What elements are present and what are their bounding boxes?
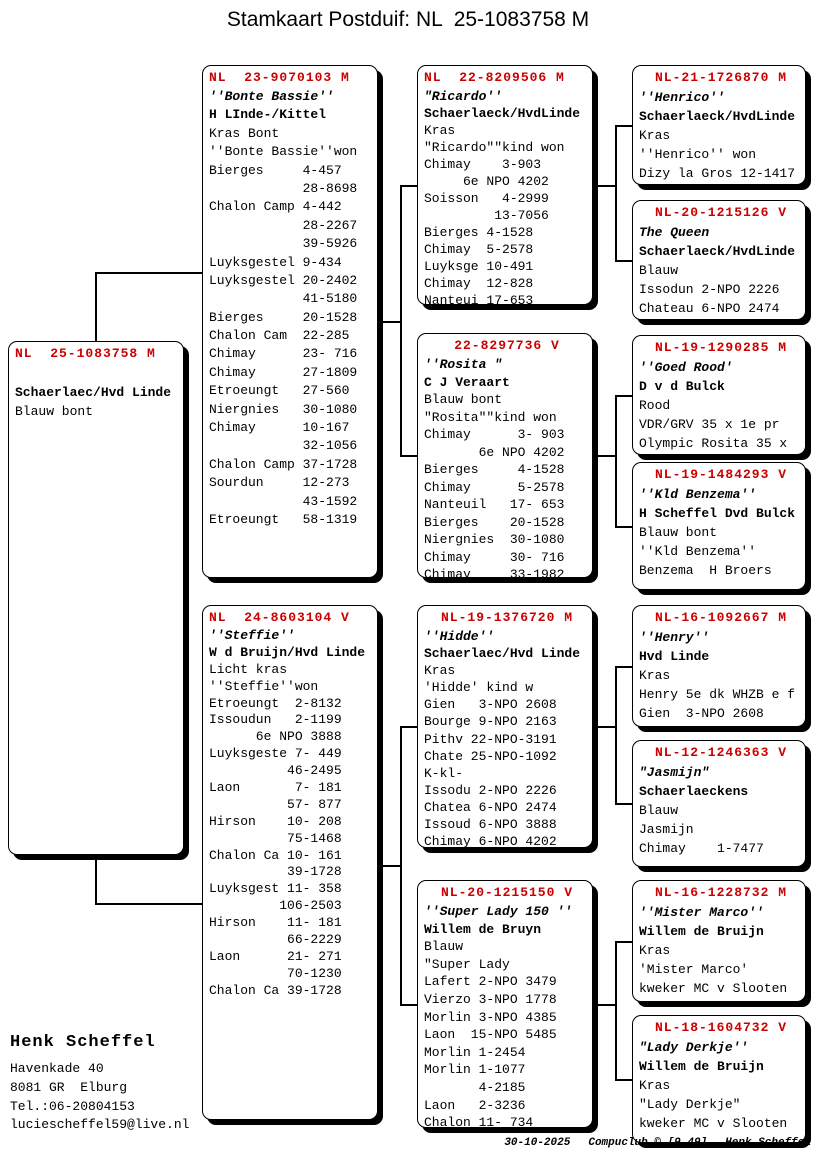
pedigree-line: "Ricardo'' [424,89,503,104]
pedigree-line: Blauw [639,263,679,278]
pedigree-line: Chimay 1-7477 [639,841,764,856]
pedigree-line: Vierzo 3-NPO 1778 [424,991,557,1007]
pedigree-line: Hvd Linde [639,649,710,664]
pedigree-line: 39-5926 [209,236,358,252]
connector-line [615,941,617,1079]
pedigree-line: ''Super Lady 150 '' [424,904,573,919]
pedigree-line: Luyksgestel 9-434 [209,254,342,270]
pedigree-line: "Rosita""kind won [424,409,557,425]
pedigree-box-gg1 [632,65,806,185]
connector-line [400,455,417,457]
footer-date: 30-10-2025 [504,1137,571,1149]
pedigree-line: Willem de Bruyn [424,921,542,937]
connector-line [95,903,202,905]
pedigree-line: Luyksgestel 20-2402 [209,272,358,288]
ring-number: NL-20-1215126 V [654,205,788,220]
pedigree-line: Dizy la Gros 12-1417 [639,166,796,181]
pedigree-line: "Jasmijn" [639,765,710,780]
pedigree-line: Kras [424,123,456,138]
pedigree-line: 75-1468 [209,830,342,846]
pedigree-box-gg7 [632,880,806,1002]
footer [504,1137,811,1149]
pedigree-line: ''Bonte Bassie''won [209,144,358,160]
pedigree-line: 57- 877 [209,796,342,812]
connector-line [615,395,632,397]
pedigree-line: 70-1230 [209,965,342,981]
pedigree-line: C J Veraart [424,374,510,390]
breeder-name: Henk Scheffel [10,1033,156,1052]
connector-line [615,526,632,528]
pedigree-line: Chalon 11- 734 [424,1115,534,1131]
ring-number: NL 22-8209506 M [424,70,565,85]
connector-line [615,395,617,526]
pedigree-line: ''Steffie'' [209,628,295,643]
pedigree-box-gg5 [632,605,806,727]
connector-line [593,185,615,187]
connector-line [615,803,632,805]
pedigree-line: Blauw bont [424,392,503,407]
page-title: Stamkaart Postduif: NL 25-1083758 M [226,8,590,31]
pedigree-box-gg2 [632,200,806,320]
breeder-phone: Tel.:06-20804153 [10,1099,135,1115]
pedigree-line: Luyksgest 11- 358 [209,881,342,897]
pedigree-line: Issodun 2-NPO 2226 [639,282,780,297]
pedigree-line: Blauw bont [639,525,718,540]
pedigree-line: Gien 3-NPO 2608 [424,697,557,713]
pedigree-line: 46-2495 [209,763,342,779]
pedigree-line: Morlin 1-2454 [424,1044,526,1060]
pedigree-line: ''Kld Benzema'' [639,544,757,559]
connector-line [400,185,417,187]
pedigree-line: kweker MC v Slooten [639,981,788,996]
pedigree-line: Chate 25-NPO-1092 [424,748,557,764]
ring-number: NL-19-1376720 M [440,610,574,625]
connector-line [95,272,97,341]
pedigree-line: Licht kras [209,661,288,677]
pedigree-line: Chimay 6-NPO 4202 [424,834,557,850]
pedigree-line: ''Henry'' [639,630,710,645]
pedigree-line: K-kl- [424,765,464,781]
pedigree-line: 28-2267 [209,217,358,233]
ring-number: NL-18-1604732 V [654,1020,788,1035]
pedigree-line: Laon 2-3236 [424,1097,526,1113]
connector-line [615,666,617,803]
pedigree-line: "Ricardo""kind won [424,140,565,155]
connector-line [400,726,417,728]
pedigree-line: Benzema H Broers [639,563,772,578]
pedigree-line: Chimay 3-903 [424,157,542,172]
pedigree-line: 'Hidde' kind w [424,680,534,696]
breeder-block [10,1033,156,1117]
pedigree-line: Pithv 22-NPO-3191 [424,731,557,747]
pedigree-line: Nanteui 17-653 [424,293,534,308]
breeder-email: luciescheffel59@live.nl [10,1117,190,1132]
pedigree-line: Blauw [424,939,464,955]
pedigree-line: Chimay 3- 903 [424,427,565,442]
ring-number: NL-21-1726870 M [654,70,788,85]
breeder-city: 8081 GR Elburg [10,1080,128,1096]
pedigree-line: Schaerlaec/Hvd Linde [424,646,581,662]
pedigree-line: Bierges 4-1528 [424,462,565,477]
connector-line [615,1079,632,1081]
pedigree-line: Luyksgeste 7- 449 [209,746,342,762]
pedigree-line: Lafert 2-NPO 3479 [424,974,557,990]
pedigree-line: ''Goed Rood' [639,360,733,375]
pedigree-line: Chimay 12-828 [424,276,534,291]
pedigree-line: ''Bonte Bassie'' [209,89,334,104]
ring-number: NL-12-1246363 V [654,745,788,760]
pedigree-line: Chalon Cam 22-285 [209,328,350,344]
pedigree-box-g2 [417,333,593,582]
pedigree-line: Chalon Ca 10- 161 [209,847,342,863]
pedigree-line: Schaerlaeck/HvdLinde [639,109,796,124]
pedigree-line: 39-1728 [209,864,342,880]
pedigree-line: Chimay 5-2578 [424,242,534,257]
pedigree-line: Schaerlaec/Hvd Linde [15,385,172,400]
pedigree-line: Chimay 5-2578 [424,479,565,495]
ring-number: NL-16-1092667 M [654,610,788,625]
connector-line [615,941,632,943]
pedigree-line: Kras [639,1078,671,1093]
pedigree-line: 106-2503 [209,898,342,914]
pedigree-line: ''Henrico'' won [639,147,757,162]
connector-line [615,666,632,668]
pedigree-line: H LInde-/Kittel [209,107,327,123]
pedigree-box-mother [202,605,378,1120]
pedigree-line: Etroeungt 2-8132 [209,695,342,711]
pedigree-box-g3 [417,605,593,848]
pedigree-line: ''Henrico'' [639,90,725,105]
pedigree-line: Etroeungt 27-560 [209,383,350,399]
pedigree-line: 66-2229 [209,932,342,948]
pedigree-line: Schaerlaeckens [639,784,749,799]
pedigree-line: Issoud 6-NPO 3888 [424,817,557,833]
pedigree-line: Hirson 10- 208 [209,813,342,829]
connector-line [615,125,617,260]
ring-number: NL-19-1484293 V [654,467,788,482]
pedigree-line: D v d Bulck [639,379,725,394]
pedigree-line: Kras [424,663,456,679]
pedigree-line: Gien 3-NPO 2608 [639,706,764,721]
connector-line [593,726,615,728]
ring-number: 22-8297736 V [454,338,560,353]
pedigree-line: ''Steffie''won [209,678,319,694]
pedigree-line: 32-1056 [209,438,358,454]
pedigree-line: ''Hidde'' [424,629,495,644]
pedigree-line: 13-7056 [424,208,549,223]
pedigree-line: 4-2185 [424,1079,526,1095]
footer-software: Compuclub © [9.49] [588,1137,708,1149]
pedigree-line: Kras Bont [209,125,280,141]
pedigree-line: "Lady Derkje'' [639,1040,749,1055]
connector-line [400,726,402,1004]
pedigree-line: Bierges 20-1528 [209,309,358,325]
pedigree-line: Issodu 2-NPO 2226 [424,782,557,798]
pedigree-line: Nanteuil 17- 653 [424,497,565,512]
pedigree-line: Bierges 4-1528 [424,225,534,240]
pedigree-line: Henry 5e dk WHZB e f [639,687,796,702]
pedigree-line: Luyksge 10-491 [424,259,534,274]
pedigree-box-gg3 [632,335,806,455]
pedigree-line [15,364,181,383]
pedigree-line: Chimay 33-1982 [424,567,565,582]
connector-line [593,455,615,457]
pedigree-line: H Scheffel Dvd Bulck [639,506,796,521]
pedigree-line: Rood [639,398,671,413]
ring-number: NL-20-1215150 V [440,885,574,900]
pedigree-line: 43-1592 [209,493,358,509]
pedigree-line: 'Mister Marco' [639,962,749,977]
pedigree-box-father [202,65,378,578]
pedigree-line: Blauw bont [15,404,94,419]
pedigree-line: Sourdun 12-273 [209,475,350,491]
pedigree-box-subject [8,341,184,855]
pedigree-line: Chalon Ca 39-1728 [209,982,342,998]
pedigree-line: Bierges 20-1528 [424,514,565,530]
pedigree-line: Morlin 3-NPO 4385 [424,1009,557,1025]
connector-line [615,125,632,127]
pedigree-line: Blauw [639,803,679,818]
pedigree-line: kweker MC v Slooten [639,1116,788,1131]
pedigree-line: Chalon Camp 4-442 [209,199,342,215]
pedigree-line: Chalon Camp 37-1728 [209,456,358,472]
pedigree-line: Issoudun 2-1199 [209,712,342,728]
pedigree-line: ''Mister Marco'' [639,905,764,920]
pedigree-line: Morlin 1-1077 [424,1062,526,1078]
pedigree-line: Chimay 27-1809 [209,364,358,380]
pedigree-line: Niergnies 30-1080 [209,401,358,417]
pedigree-box-g4 [417,880,593,1131]
pedigree-line: VDR/GRV 35 x 1e pr [639,417,780,432]
pedigree-line: "Super Lady [424,956,510,972]
pedigree-line: "Lady Derkje" [639,1097,741,1112]
connector-line [615,260,632,262]
connector-line [378,321,400,323]
pedigree-line: Hirson 11- 181 [209,915,342,931]
pedigree-line: Schaerlaeck/HvdLinde [424,106,581,121]
pedigree-line: Laon 21- 271 [209,948,342,964]
pedigree-line: Schaerlaeck/HvdLinde [639,244,796,259]
pedigree-line: Kras [639,128,671,143]
connector-line [95,855,97,903]
pedigree-line: Etroeungt 58-1319 [209,511,358,527]
pedigree-line: Olympic Rosita 35 x [639,436,788,451]
pedigree-line: Chimay 30- 716 [424,549,565,565]
pedigree-line: Willem de Bruijn [639,924,764,939]
pedigree-line: Chatea 6-NPO 2474 [424,799,557,815]
pedigree-line: ''Kld Benzema'' [639,487,757,502]
ring-number: NL 24-8603104 V [209,610,350,625]
pedigree-box-g1 [417,65,593,308]
pedigree-line: Chateau 6-NPO 2474 [639,301,780,316]
connector-line [400,185,402,455]
ring-number: NL-19-1290285 M [654,340,788,355]
pedigree-line: 6e NPO 4202 [424,174,549,189]
pedigree-line: Kras [639,668,671,683]
pedigree-line: 6e NPO 4202 [424,444,565,460]
connector-line [378,865,400,867]
connector-line [400,1004,417,1006]
pedigree-line: Willem de Bruijn [639,1059,764,1074]
ring-number: NL-16-1228732 M [654,885,788,900]
pedigree-line: The Queen [639,225,710,240]
ring-number: NL 25-1083758 M [15,346,156,361]
breeder-address [10,1059,156,1117]
ring-number: NL 23-9070103 M [209,70,350,85]
pedigree-line: W d Bruijn/Hvd Linde [209,644,366,660]
pedigree-line: Jasmijn [639,822,694,837]
pedigree-line: Niergnies 30-1080 [424,532,565,547]
pedigree-line: Bierges 4-457 [209,162,342,178]
pedigree-line: Bourge 9-NPO 2163 [424,714,557,730]
pedigree-line: Laon 7- 181 [209,780,342,796]
connector-line [95,272,202,274]
pedigree-box-gg6 [632,740,806,867]
pedigree-box-gg8 [632,1015,806,1143]
pedigree-line: Chimay 10-167 [209,420,350,436]
pedigree-line: Kras [639,943,671,958]
pedigree-line: Soisson 4-2999 [424,191,549,206]
pedigree-line: 6e NPO 3888 [209,729,342,745]
pedigree-line: 28-8698 [209,180,358,196]
connector-line [593,1004,615,1006]
pedigree-box-gg4 [632,462,806,590]
breeder-street: Havenkade 40 [10,1061,104,1076]
pedigree-line: 41-5180 [209,291,358,307]
pedigree-line: Chimay 23- 716 [209,346,358,362]
pedigree-line: ''Rosita " [424,357,503,372]
pedigree-line: Laon 15-NPO 5485 [424,1027,557,1043]
footer-author: Henk Scheffel [725,1137,811,1149]
